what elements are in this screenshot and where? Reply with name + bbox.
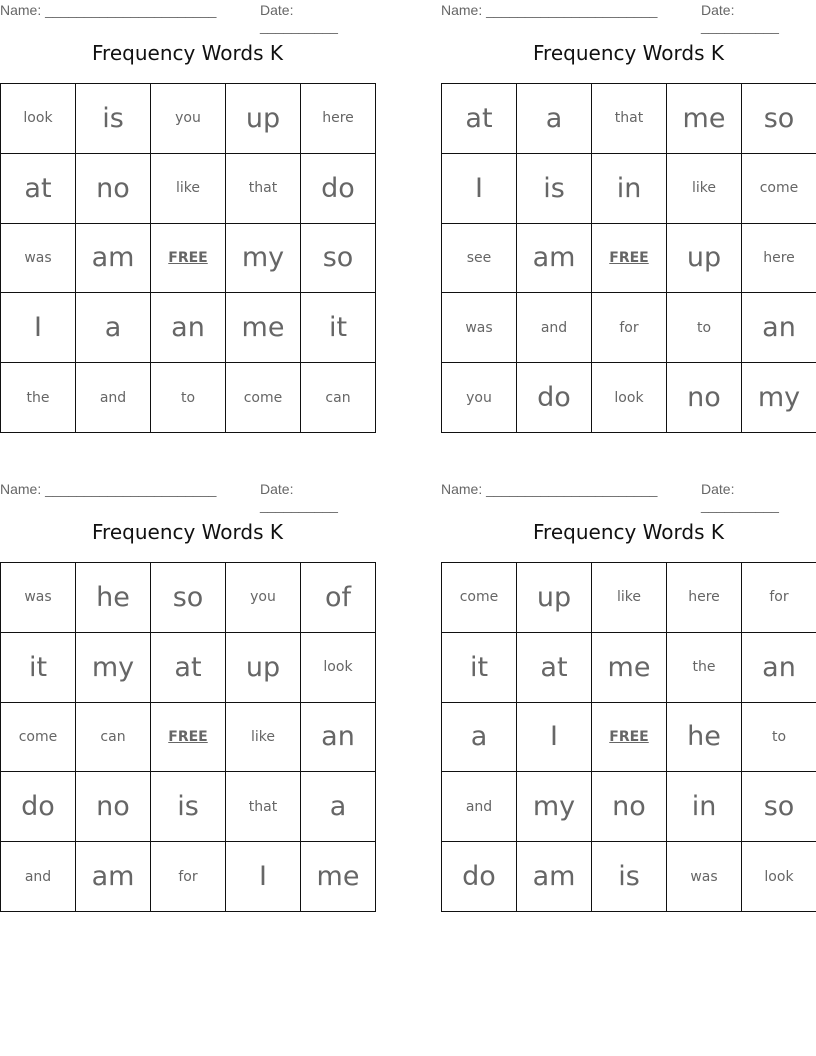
card-header <box>0 0 375 34</box>
word-cell: am <box>517 842 592 912</box>
date-field-label[interactable]: Date: __________ <box>701 481 779 513</box>
word-cell: for <box>742 563 816 633</box>
grid-row <box>442 84 816 154</box>
name-field-label[interactable]: Name: ______________________ <box>441 481 658 497</box>
grid-row <box>1 702 376 772</box>
card-title: Frequency Words K <box>92 41 283 65</box>
word-cell: am <box>517 223 592 293</box>
word-cell: was <box>1 563 76 633</box>
word-cell: was <box>1 223 76 293</box>
word-cell: he <box>667 702 742 772</box>
word-cell: do <box>301 153 376 223</box>
word-cell: is <box>151 772 226 842</box>
word-cell: you <box>151 84 226 154</box>
word-cell: is <box>592 842 667 912</box>
grid-row <box>442 632 816 702</box>
grid-row <box>442 702 816 772</box>
word-cell: and <box>76 363 151 433</box>
word-cell: an <box>742 293 816 363</box>
word-cell: up <box>226 84 301 154</box>
bingo-grid <box>0 83 376 433</box>
name-field-label[interactable]: Name: ______________________ <box>441 2 658 18</box>
word-cell: up <box>226 632 301 702</box>
word-cell: in <box>592 153 667 223</box>
card-header <box>0 479 375 513</box>
date-field-label[interactable]: Date: __________ <box>701 2 779 34</box>
word-cell: like <box>151 153 226 223</box>
word-cell: an <box>151 293 226 363</box>
word-cell: can <box>76 702 151 772</box>
card-title: Frequency Words K <box>533 41 724 65</box>
word-cell: here <box>667 563 742 633</box>
word-cell: at <box>517 632 592 702</box>
word-cell: at <box>442 84 517 154</box>
word-cell: my <box>76 632 151 702</box>
card-header <box>441 0 816 34</box>
word-cell: an <box>742 632 816 702</box>
free-space-cell: FREE <box>592 702 667 772</box>
word-cell: am <box>76 842 151 912</box>
word-cell: come <box>442 563 517 633</box>
word-cell: was <box>667 842 742 912</box>
word-cell: a <box>442 702 517 772</box>
word-cell: do <box>517 363 592 433</box>
word-cell: me <box>301 842 376 912</box>
word-cell: up <box>517 563 592 633</box>
grid-row <box>442 772 816 842</box>
word-cell: that <box>592 84 667 154</box>
word-cell: and <box>442 772 517 842</box>
word-cell: in <box>667 772 742 842</box>
card-header <box>441 479 816 513</box>
word-cell: is <box>76 84 151 154</box>
word-cell: no <box>76 772 151 842</box>
word-cell: of <box>301 563 376 633</box>
grid-row <box>442 842 816 912</box>
word-cell: it <box>301 293 376 363</box>
word-cell: see <box>442 223 517 293</box>
grid-row <box>1 363 376 433</box>
word-cell: am <box>76 223 151 293</box>
word-cell: that <box>226 153 301 223</box>
word-cell: my <box>742 363 816 433</box>
word-cell: was <box>442 293 517 363</box>
word-cell: me <box>667 84 742 154</box>
word-cell: my <box>226 223 301 293</box>
grid-row <box>1 293 376 363</box>
word-cell: me <box>226 293 301 363</box>
word-cell: no <box>76 153 151 223</box>
word-cell: come <box>1 702 76 772</box>
word-cell: do <box>442 842 517 912</box>
word-cell: is <box>517 153 592 223</box>
word-cell: I <box>442 153 517 223</box>
word-cell: look <box>742 842 816 912</box>
word-cell: like <box>592 563 667 633</box>
word-cell: I <box>517 702 592 772</box>
word-cell: so <box>301 223 376 293</box>
word-cell: so <box>742 84 816 154</box>
word-cell: it <box>1 632 76 702</box>
word-cell: here <box>301 84 376 154</box>
word-cell: no <box>667 363 742 433</box>
grid-row <box>1 153 376 223</box>
word-cell: up <box>667 223 742 293</box>
date-field-label[interactable]: Date: __________ <box>260 481 338 513</box>
word-cell: you <box>226 563 301 633</box>
word-cell: to <box>151 363 226 433</box>
free-space-cell: FREE <box>151 223 226 293</box>
word-cell: look <box>1 84 76 154</box>
word-cell: to <box>742 702 816 772</box>
word-cell: the <box>1 363 76 433</box>
free-space-cell: FREE <box>151 702 226 772</box>
word-cell: a <box>76 293 151 363</box>
grid-row <box>1 223 376 293</box>
word-cell: no <box>592 772 667 842</box>
word-cell: a <box>301 772 376 842</box>
grid-row <box>1 563 376 633</box>
word-cell: come <box>226 363 301 433</box>
bingo-grid <box>441 83 816 433</box>
word-cell: I <box>226 842 301 912</box>
word-cell: come <box>742 153 816 223</box>
word-cell: so <box>151 563 226 633</box>
grid-row <box>442 563 816 633</box>
word-cell: a <box>517 84 592 154</box>
word-cell: and <box>1 842 76 912</box>
word-cell: the <box>667 632 742 702</box>
date-field-label[interactable]: Date: __________ <box>260 2 338 34</box>
word-cell: at <box>151 632 226 702</box>
grid-row <box>442 293 816 363</box>
word-cell: and <box>517 293 592 363</box>
word-cell: an <box>301 702 376 772</box>
name-field-label[interactable]: Name: ______________________ <box>0 2 217 18</box>
card-title: Frequency Words K <box>533 520 724 544</box>
word-cell: so <box>742 772 816 842</box>
grid-row <box>1 842 376 912</box>
word-cell: for <box>592 293 667 363</box>
word-cell: like <box>667 153 742 223</box>
word-cell: can <box>301 363 376 433</box>
word-cell: my <box>517 772 592 842</box>
word-cell: look <box>592 363 667 433</box>
word-cell: here <box>742 223 816 293</box>
word-cell: at <box>1 153 76 223</box>
grid-row <box>442 153 816 223</box>
word-cell: me <box>592 632 667 702</box>
word-cell: he <box>76 563 151 633</box>
word-cell: do <box>1 772 76 842</box>
word-cell: you <box>442 363 517 433</box>
grid-row <box>442 363 816 433</box>
word-cell: to <box>667 293 742 363</box>
bingo-grid <box>0 562 376 912</box>
word-cell: look <box>301 632 376 702</box>
grid-row <box>1 772 376 842</box>
grid-row <box>442 223 816 293</box>
grid-row <box>1 632 376 702</box>
free-space-cell: FREE <box>592 223 667 293</box>
word-cell: like <box>226 702 301 772</box>
word-cell: I <box>1 293 76 363</box>
word-cell: that <box>226 772 301 842</box>
word-cell: it <box>442 632 517 702</box>
grid-row <box>1 84 376 154</box>
card-title: Frequency Words K <box>92 520 283 544</box>
word-cell: for <box>151 842 226 912</box>
name-field-label[interactable]: Name: ______________________ <box>0 481 217 497</box>
bingo-grid <box>441 562 816 912</box>
